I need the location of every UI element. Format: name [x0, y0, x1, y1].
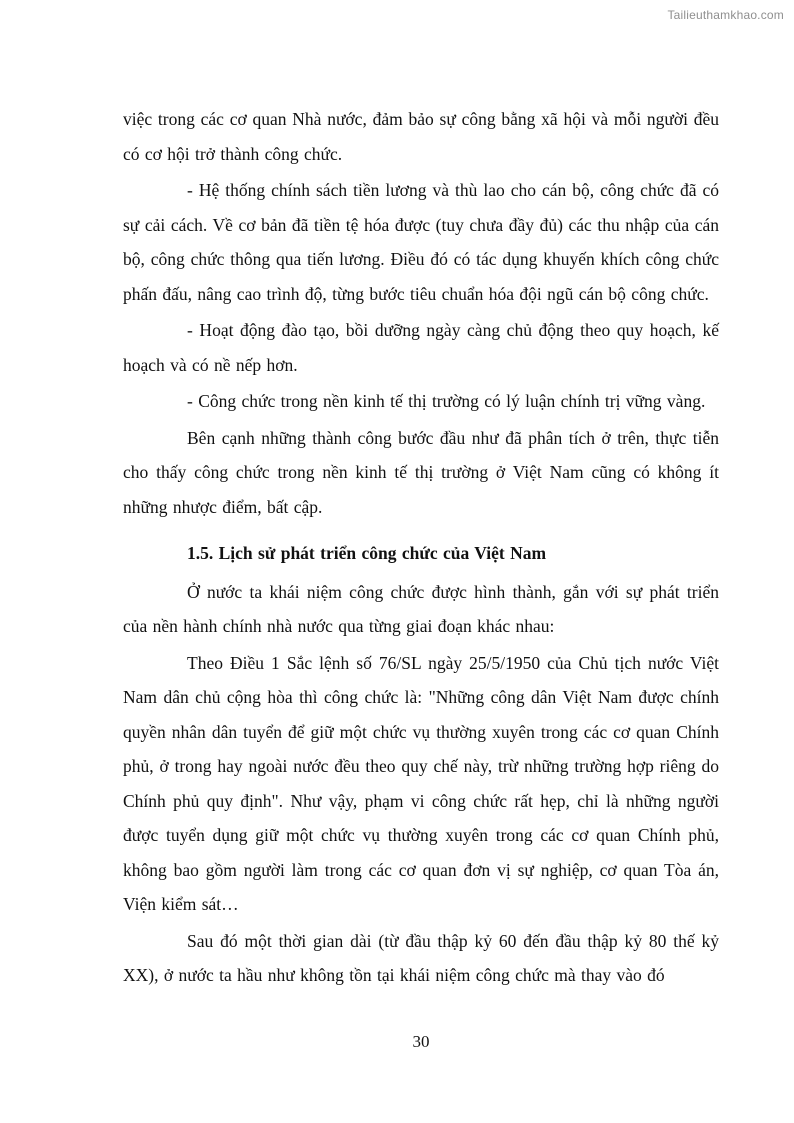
- paragraph-summary: Bên cạnh những thành công bước đầu như đã phân tích ở trên, thực tiễn cho thấy công chức trong nền kinh tế thị trường ở Việt Nam cũng có không ít những nhược điểm, bất cập.: [123, 427, 719, 517]
- section-heading-1-5: 1.5. Lịch sử phát triển công chức của Việt Nam: [187, 543, 547, 563]
- page-number: 30: [412, 1032, 430, 1051]
- paragraph-list-item-training: - Hoạt động đào tạo, bồi dưỡng ngày càng chủ động theo quy hoạch, kế hoạch và có nề nếp hơn.: [123, 320, 719, 375]
- page-content: [123, 102, 719, 995]
- paragraph-period-60s-80s: Sau đó một thời gian dài (từ đầu thập kỷ 60 đến đầu thập kỷ 80 thế kỷ XX), ở nước ta hầu như không tồn tại khái niệm công chức mà thay vào đó: [123, 930, 719, 985]
- paragraph-intro-history: Ở nước ta khái niệm công chức được hình thành, gắn với sự phát triển của nền hành chính nhà nước qua từng giai đoạn khác nhau:: [123, 581, 719, 636]
- paragraph-list-item-politics: - Công chức trong nền kinh tế thị trường có lý luận chính trị vững vàng.: [187, 391, 706, 411]
- paragraph-list-item-salary-policy: - Hệ thống chính sách tiền lương và thù lao cho cán bộ, công chức đã có sự cải cách. Về cơ bản đã tiền tệ hóa được (tuy chưa đầy đủ) các thu nhập của cán bộ, công chức thông qua tiến lương. Điều đó có tác dụng khuyến khích công chức phấn đấu, nâng cao trình độ, từng bước tiêu chuẩn hóa đội ngũ cán bộ công chức.: [123, 180, 719, 304]
- paragraph-decree-76-sl: Theo Điều 1 Sắc lệnh số 76/SL ngày 25/5/1950 của Chủ tịch nước Việt Nam dân chủ cộng hòa thì công chức là: "Những công dân Việt Nam được chính quyền nhân dân tuyển để giữ một chức vụ thường xuyên trong các cơ quan Chính phủ, ở trong hay ngoài nước đều theo quy chế này, trừ những trường hợp riêng do Chính phủ quy định". Như vậy, phạm vi công chức rất hẹp, chỉ là những người được tuyển dụng giữ một chức vụ thường xuyên trong các cơ quan Chính phủ, không bao gồm người làm trong các cơ quan đơn vị sự nghiệp, cơ quan Tòa án, Viện kiểm sát…: [123, 652, 719, 914]
- watermark-text: Tailieuthamkhao.com: [667, 8, 784, 22]
- paragraph-continuation: việc trong các cơ quan Nhà nước, đảm bảo sự công bằng xã hội và mỗi người đều có cơ hội trở thành công chức.: [123, 109, 719, 164]
